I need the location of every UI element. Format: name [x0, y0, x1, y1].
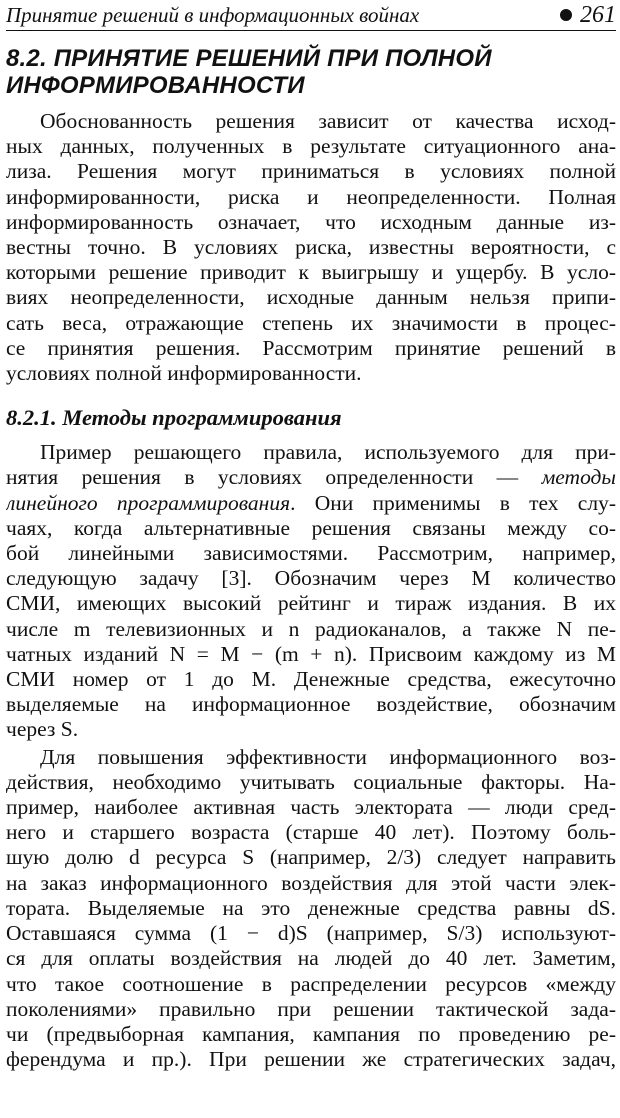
text-line: виях неопределенности, исходные данным нельзя припи- — [6, 285, 616, 310]
subsection-heading: 8.2.1. Методы программирования — [6, 405, 342, 431]
text-line: вестны точно. В условиях риска, известны вероятности, с — [6, 235, 616, 260]
page-number-group — [560, 0, 616, 30]
text-line: него и старшего возраста (старше 40 лет). Поэтому боль- — [6, 820, 616, 845]
text-line: тората. Выделяемые на это денежные средства равны dS. — [6, 895, 616, 920]
text-line: СМИ, имеющих высокий рейтинг и тираж издания. В их — [6, 591, 616, 616]
text-line: что такое соотношение в распределении ресурсов «между — [6, 971, 616, 996]
text-line: поколениями» правильно при решении тактической зада- — [6, 996, 616, 1021]
text-line: Оставшаяся сумма (1 − d)S (например, S/3) используют- — [6, 921, 616, 946]
text-line: чи (предвыборная кампания, кампания по проведению ре- — [6, 1021, 616, 1046]
emphasis-text: методы — [541, 465, 616, 490]
text-line: чатных изданий N = M − (m + n). Присвоим каждому из M — [6, 641, 616, 666]
text-line: Обоснованность решения зависит от качества исход- — [40, 109, 616, 133]
page-number: 261 — [580, 2, 616, 28]
text-fragment: нятия решения в условиях определенности — — [6, 465, 542, 490]
text-line: шую долю d ресурса S (например, 2/3) следует направить — [6, 845, 616, 870]
text-line — [6, 491, 616, 516]
text-line: следующую задачу [3]. Обозначим через M количество — [6, 566, 616, 591]
paragraph-resources — [6, 745, 616, 1073]
section-heading — [6, 45, 616, 99]
text-line: через S. — [6, 717, 79, 742]
text-line: информированности, риска и неопределенности. Полная — [6, 184, 616, 209]
text-line: бой линейными зависимостями. Рассмотрим, например, — [6, 541, 616, 566]
text-line: действия, необходимо учитывать социальные факторы. На- — [6, 769, 616, 794]
text-line: ных данных, полученных в результате ситуационного ана- — [6, 134, 616, 159]
text-line: которыми решение приводит к выигрышу и ущербу. В усло- — [6, 260, 616, 285]
text-line: СМИ номер от 1 до M. Денежные средства, ежесуточно — [6, 667, 616, 692]
text-line — [6, 465, 616, 490]
text-line: сать веса, отражающие степень их значимости в процес- — [6, 310, 616, 335]
text-line: се принятия решения. Рассмотрим принятие решений в — [6, 335, 616, 360]
section-heading-line1: 8.2. ПРИНЯТИЕ РЕШЕНИЙ ПРИ ПОЛНОЙ — [6, 45, 492, 72]
emphasis-text: линейного программирования — [6, 490, 291, 515]
text-line: лиза. Решения могут приниматься в условиях полной — [6, 159, 616, 184]
paragraph-intro — [6, 109, 616, 386]
text-line: ферендума и пр.). При решении же стратегических задач, — [6, 1047, 616, 1072]
text-line: выделяемые на информационное воздействие, обозначим — [6, 692, 616, 717]
text-line: информированность означает, что исходным данные из- — [6, 209, 616, 234]
text-line: Для повышения эффективности информационного воз- — [40, 744, 616, 769]
text-line: чаях, когда альтернативные решения связаны между со- — [6, 515, 616, 540]
bullet-icon — [560, 9, 572, 21]
text-line: условиях полной информированности. — [6, 361, 362, 386]
text-line: ся для оплаты воздействия на людей до 40 лет. Заметим, — [6, 946, 616, 971]
text-line: на заказ информационного воздействия для этой части элек- — [6, 870, 616, 895]
running-head-title: Принятие решений в информационных войнах — [6, 3, 420, 27]
running-head — [6, 0, 616, 31]
text-line: числе m телевизионных и n радиоканалов, а также N пе- — [6, 616, 616, 641]
text-fragment: . Они применимы в тех слу- — [290, 490, 616, 515]
paragraph-methods — [6, 440, 616, 742]
text-line: Пример решающего правила, используемого для при- — [40, 440, 616, 465]
text-line: пример, наиболее активная часть электората — люди сред- — [6, 795, 616, 820]
section-heading-line2: ИНФОРМИРОВАННОСТИ — [6, 72, 305, 99]
